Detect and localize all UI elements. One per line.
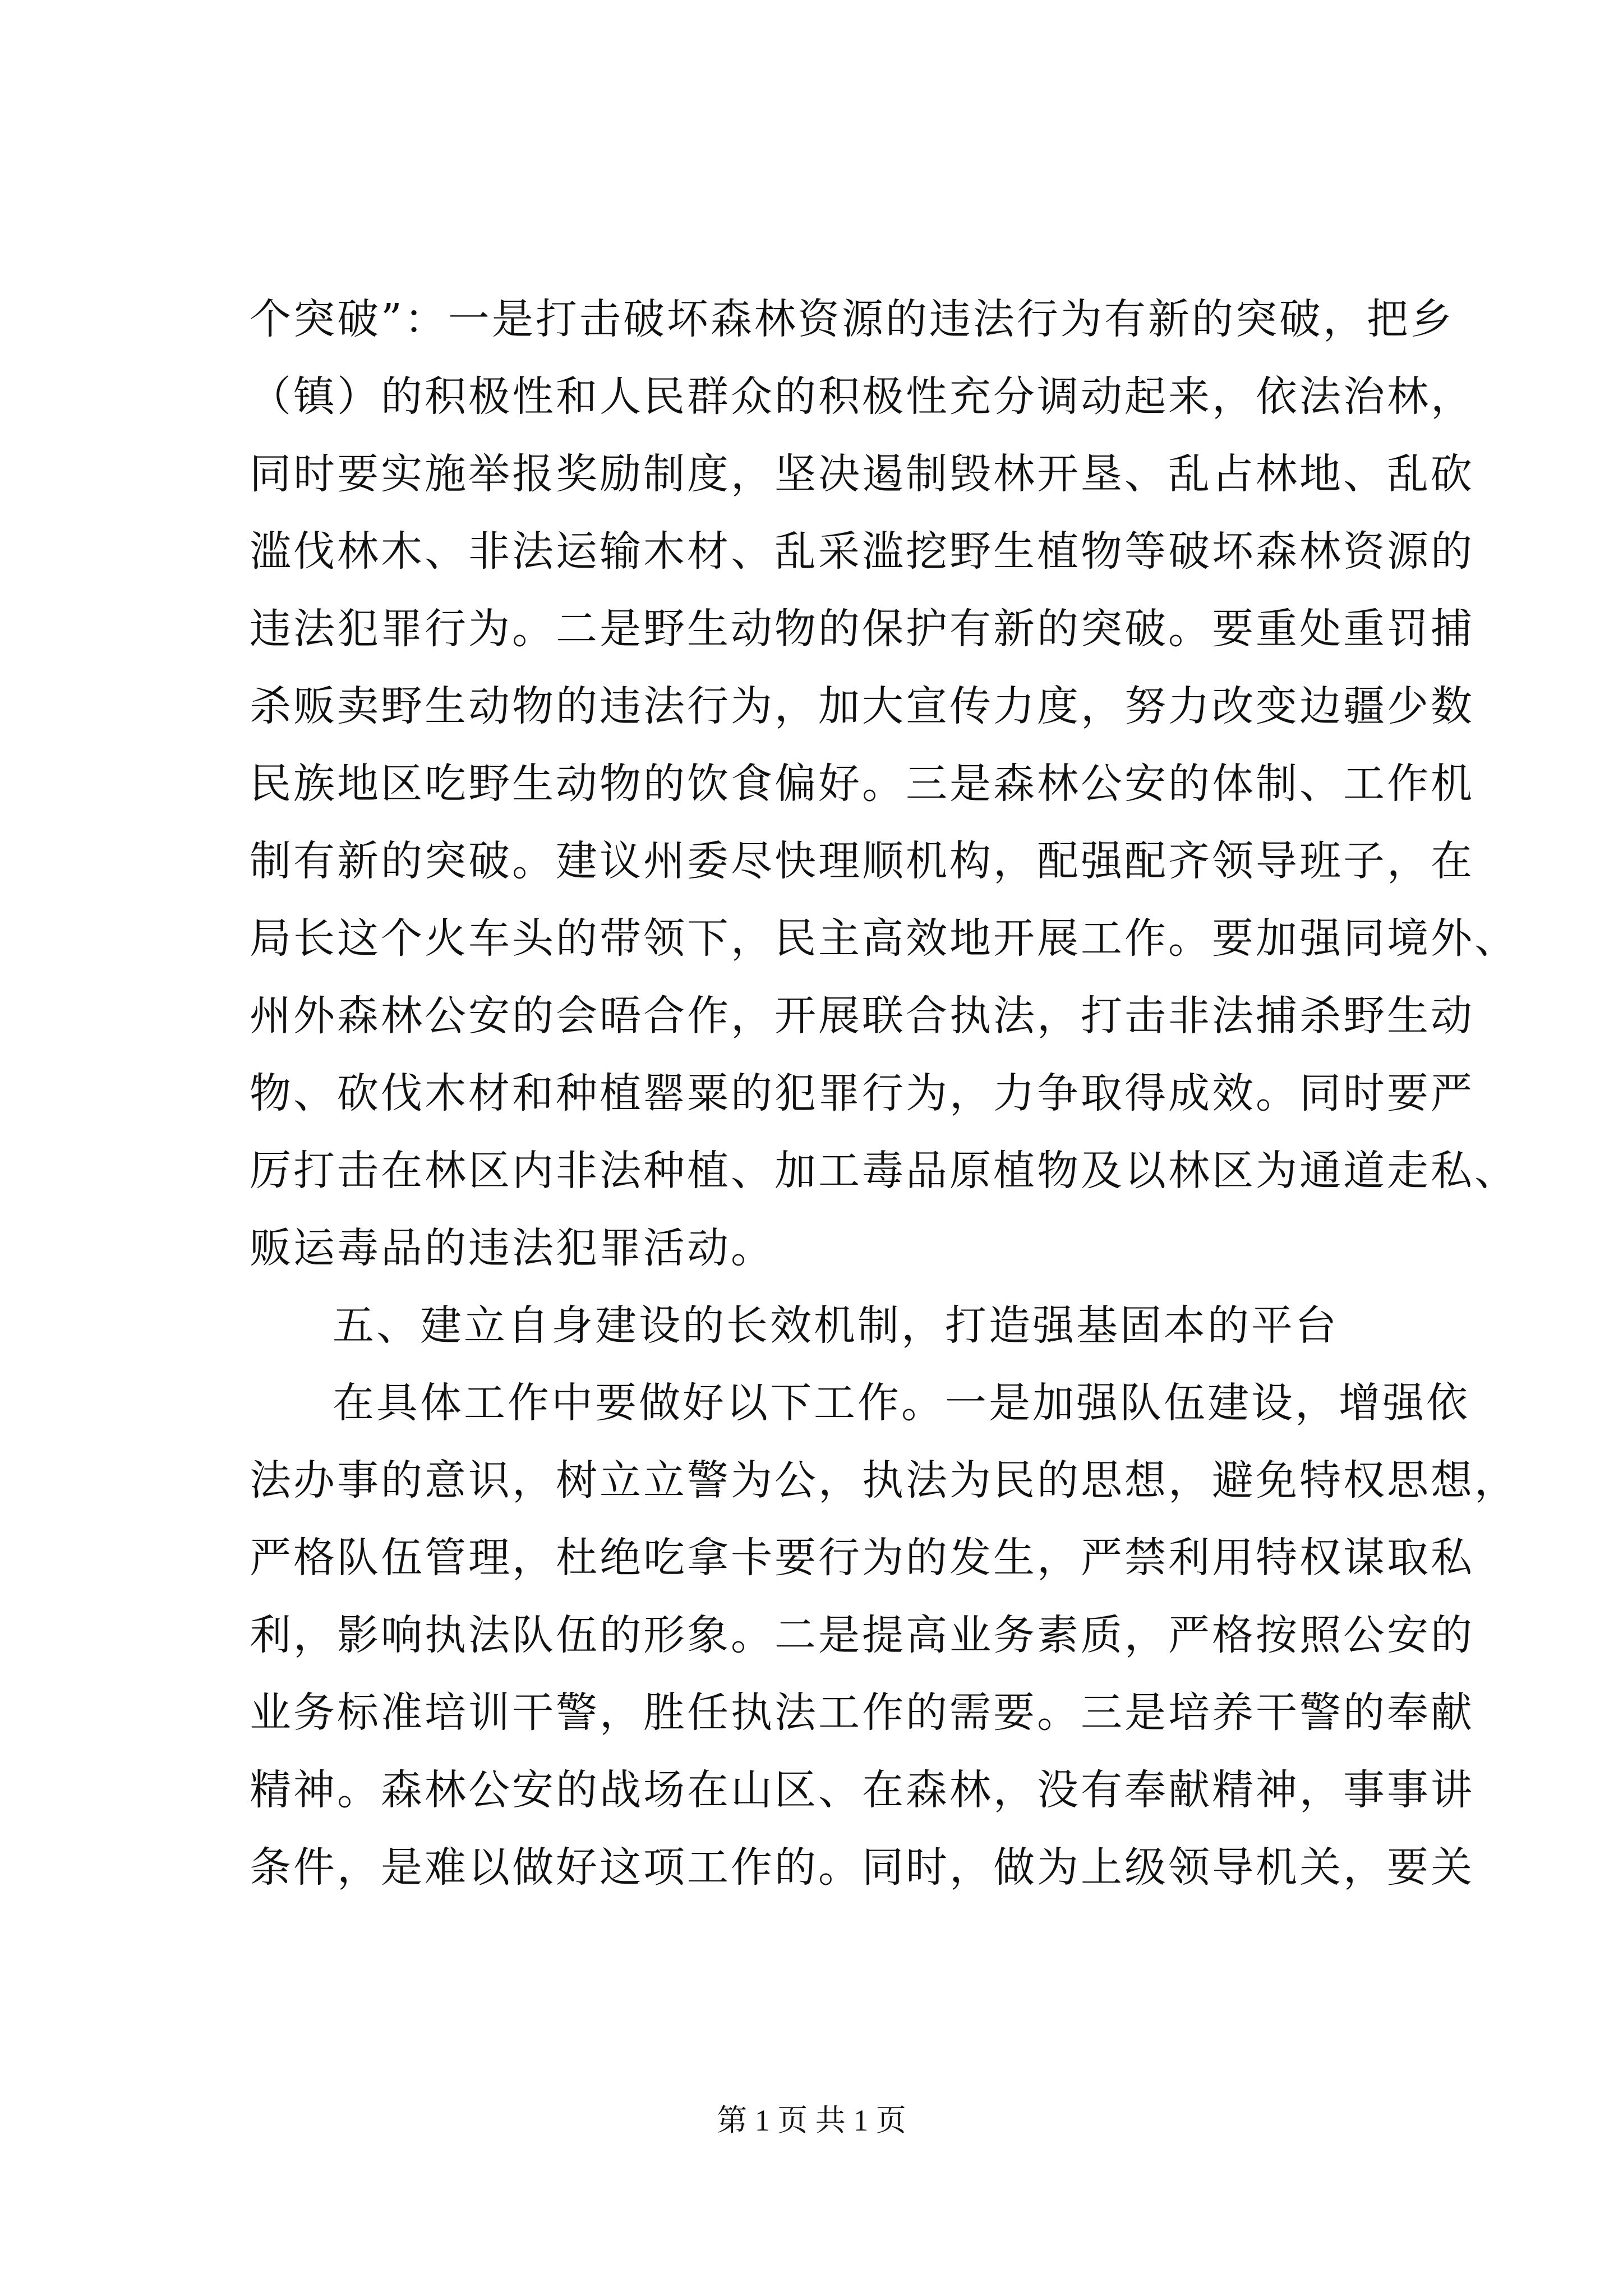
text-line-16: 法办事的意识，树立立警为公，执法为民的思想，避免特权思想， — [250, 1456, 1518, 1504]
page-number-footer: 第 1 页 共 1 页 — [717, 2104, 906, 2137]
text-line-20: 精神。森林公安的战场在山区、在森林，没有奉献精神，事事讲 — [250, 1766, 1474, 1814]
section-heading: 五、建立自身建设的长效机制，打造强基固本的平台 — [333, 1301, 1339, 1350]
text-line-18: 利，影响执法队伍的形象。二是提高业务素质，严格按照公安的 — [250, 1611, 1474, 1659]
text-line-17: 严格队伍管理，杜绝吃拿卡要行为的发生，严禁利用特权谋取私 — [250, 1534, 1474, 1582]
text-line-1: 个突破”：一是打击破坏森林资源的违法行为有新的突破，把乡 — [250, 295, 1454, 343]
body-text — [250, 280, 1518, 1906]
text-line-15: 在具体工作中要做好以下工作。一是加强队伍建设，增强依 — [333, 1379, 1470, 1427]
text-line-4: 滥伐林木、非法运输木材、乱采滥挖野生植物等破坏森林资源的 — [250, 527, 1474, 576]
text-line-19: 业务标准培训干警，胜任执法工作的需要。三是培养干警的奉献 — [250, 1688, 1474, 1737]
text-line-12: 厉打击在林区内非法种植、加工毒品原植物及以林区为通道走私、 — [250, 1147, 1518, 1195]
text-line-10: 州外森林公安的会晤合作，开展联合执法，打击非法捕杀野生动 — [250, 992, 1474, 1040]
text-line-5: 违法犯罪行为。二是野生动物的保护有新的突破。要重处重罚捕 — [250, 605, 1474, 653]
text-line-3: 同时要实施举报奖励制度，坚决遏制毁林开垦、乱占林地、乱砍 — [250, 450, 1474, 498]
text-line-6: 杀贩卖野生动物的违法行为，加大宣传力度，努力改变边疆少数 — [250, 682, 1474, 730]
text-line-21: 条件，是难以做好这项工作的。同时，做为上级领导机关，要关 — [250, 1843, 1474, 1892]
text-line-11: 物、砍伐木材和种植罂粟的犯罪行为，力争取得成效。同时要严 — [250, 1069, 1474, 1117]
text-line-8: 制有新的突破。建议州委尽快理顺机构，配强配齐领导班子，在 — [250, 837, 1474, 885]
text-line-13: 贩运毒品的违法犯罪活动。 — [250, 1224, 774, 1272]
text-line-2: （镇）的积极性和人民群众的积极性充分调动起来，依法治林， — [250, 372, 1474, 421]
text-line-9: 局长这个火车头的带领下，民主高效地开展工作。要加强同境外、 — [250, 914, 1518, 963]
text-line-7: 民族地区吃野生动物的饮食偏好。三是森林公安的体制、工作机 — [250, 760, 1474, 808]
